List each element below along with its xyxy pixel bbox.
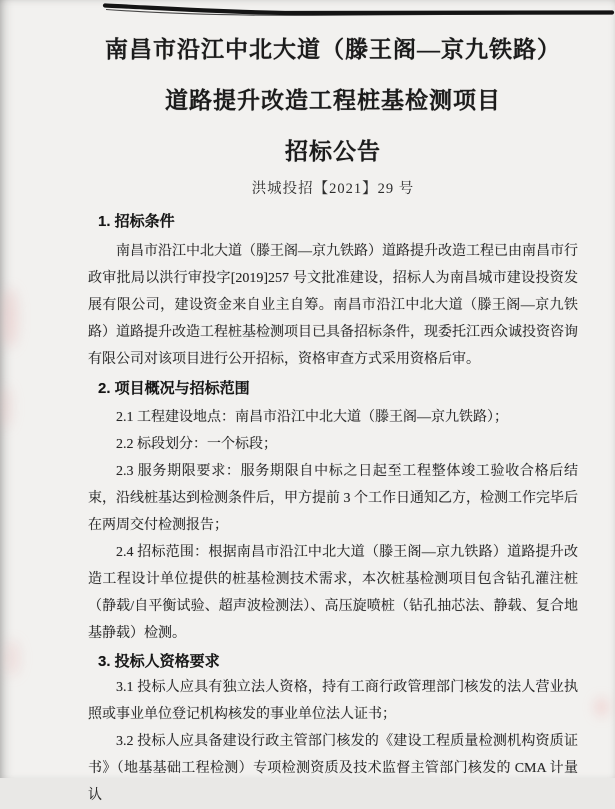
paragraph-2-2-lot-division: 2.2 标段划分：一个标段；	[116, 437, 277, 452]
section-bidder-qualifications	[88, 652, 578, 809]
title-line-1: 南昌市沿江中北大道（滕王阁—京九铁路）	[105, 37, 561, 62]
paragraph-3-1-legal-person: 3.1 投标人应具有独立法人资格，持有工商行政管理部门核发的法人营业执照或事业单位登记机构核发的事业单位法人证书；	[88, 680, 578, 722]
scan-smudge	[595, 698, 608, 716]
section-heading: 1. 招标条件	[98, 213, 175, 230]
paragraph-2-1-location: 2.1 工程建设地点：南昌市沿江中北大道（滕王阁—京九铁路）；	[116, 410, 508, 425]
paragraph-3-2-certificates: 3.2 投标人应具备建设行政主管部门核发的《建设工程质量检测机构资质证书》（地基基础工程检测）专项检测资质及技术监督主管部门核发的 CMA 计量认	[88, 734, 578, 803]
section-project-overview-and-scope	[88, 379, 578, 647]
title-line-3-announcement: 招标公告	[285, 139, 381, 164]
paragraph-2-3-service-period: 2.3 服务期限要求：服务期限自中标之日起至工程整体竣工验收合格后结束，沿线桩基达到检测条件后，甲方提前 3 个工作日通知乙方，检测工作完毕后在两周交付检测报告；	[88, 464, 578, 533]
scan-artifact-top-line	[0, 0, 615, 22]
scan-smudge	[5, 640, 20, 676]
paragraph: 南昌市沿江中北大道（滕王阁—京九铁路）道路提升改造工程已由南昌市行政审批局以洪行审投字[2019]257 号文批准建设，招标人为南昌城市建设投资发展有限公司，建设资金来自业主自筹。南昌市沿江中北大道（滕王阁—京九铁路）道路提升改造工程桩基检测项目已具备招标条件，现委托江西众诚投资咨询有限公司对该项目进行公开招标，资格审查方式采用资格后审。	[88, 244, 578, 367]
paragraph-2-4-bid-scope: 2.4 招标范围：根据南昌市沿江中北大道（滕王阁—京九铁路）道路提升改造工程设计单位提供的桩基检测技术需求，本次桩基检测项目包含钻孔灌注桩（静载/自平衡试验、超声波检测法）、高压旋喷桩（钻孔抽芯法、静载、复合地基静载）检测。	[88, 545, 578, 641]
section-heading: 3. 投标人资格要求	[98, 653, 220, 670]
section-body	[88, 674, 578, 809]
scan-smudge	[2, 288, 18, 348]
section-body	[88, 404, 578, 647]
section-bidding-conditions	[88, 212, 578, 373]
section-body	[88, 238, 578, 373]
scan-smudge	[0, 386, 12, 428]
title-line-2: 道路提升改造工程桩基检测项目	[165, 88, 501, 113]
section-heading: 2. 项目概况与招标范围	[98, 380, 250, 397]
document-number: 洪城投招【2021】29 号	[251, 181, 415, 197]
document-title	[88, 0, 578, 177]
